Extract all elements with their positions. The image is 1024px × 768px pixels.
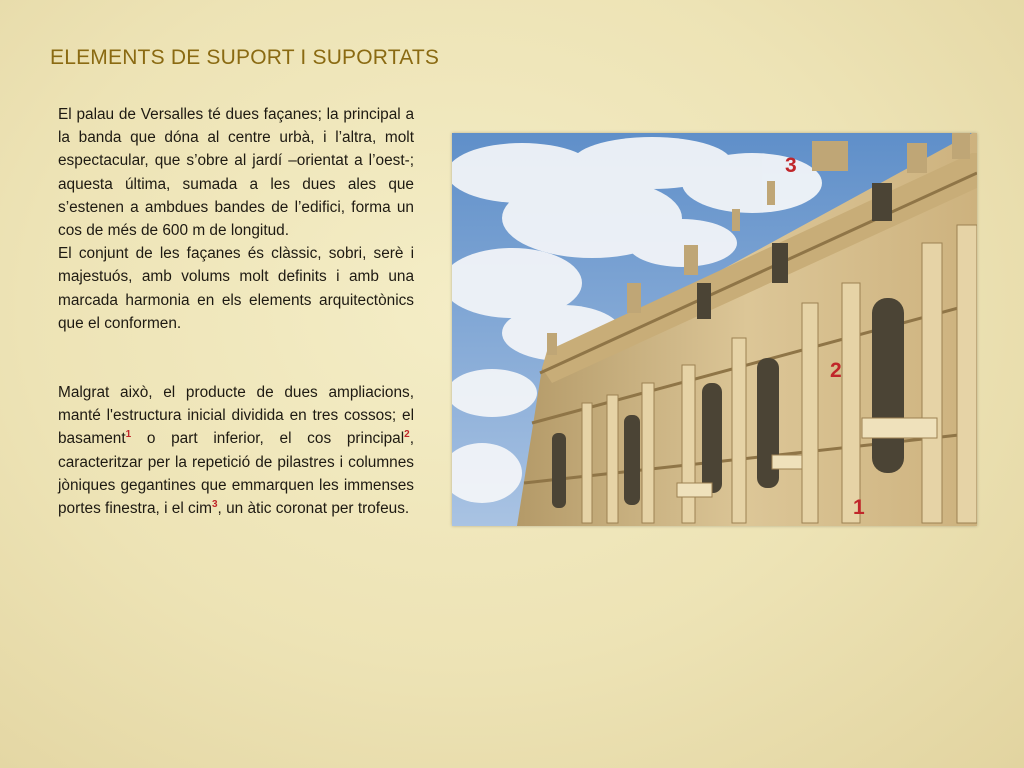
body-text [58,103,414,520]
structure-text-3: , caracteritzar per la repetició de pilastres i columnes jòniques gegantines que emmarquen les immenses portes finestra, i el cim [58,430,414,518]
marker-main-body: 2 [830,359,842,382]
structure-text-2: o part inferior, el cos principal [131,430,405,448]
paragraph-structure [58,381,414,520]
versailles-facade-photo [452,133,977,526]
structure-text-1: Malgrat això, el producte de dues ampliacions, manté l'estructura inicial dividida en tres cossos; el basament [58,384,414,448]
slide-title: ELEMENTS DE SUPORT I SUPORTATS [50,46,440,69]
footnote-marker-1: 1 [125,429,132,441]
facade-illustration [452,133,977,526]
marker-base: 1 [853,496,865,519]
structure-text-4: , un àtic coronat per trofeus. [217,500,410,518]
marker-attic: 3 [785,154,797,177]
paragraph-style: El conjunt de les façanes és clàssic, sobri, serè i majestuós, amb volums molt definits i amb una marcada harmonia en els elements arquitectònics que el conformen. [58,245,414,332]
footnote-marker-2: 2 [404,429,410,441]
paragraph-facades: El palau de Versalles té dues façanes; la principal a la banda que dóna al centre urbà, i l’altra, molt espectacular, que s’obre al jardí –orientat a l’oest-; aquesta última, sumada a les dues ales que s’estenen a ambdues bandes de l’edifici, forma un cos de més de 600 m de longitud. [58,106,414,240]
footnote-marker-3: 3 [211,498,218,510]
